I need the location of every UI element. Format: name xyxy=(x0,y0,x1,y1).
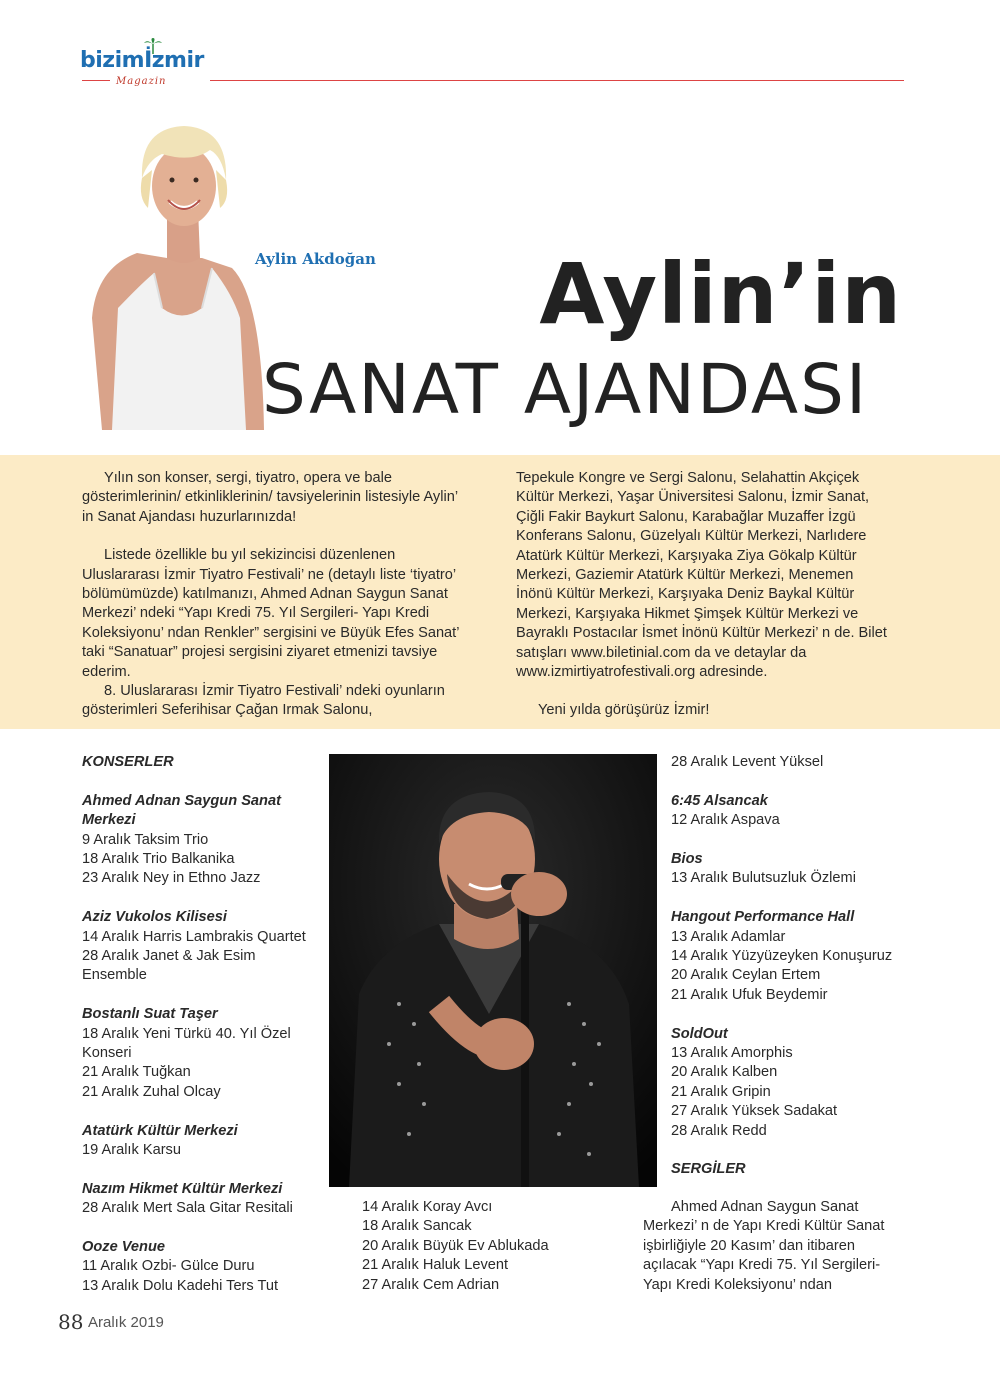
header-rule-left xyxy=(82,80,110,81)
list-item: 23 Aralık Ney in Ethno Jazz xyxy=(82,870,261,887)
issue-date: Aralık 2019 xyxy=(88,1314,164,1331)
venue-heading: 6:45 Alsancak xyxy=(671,792,768,809)
page-title-line1: Aylin’in xyxy=(539,245,902,343)
list-item: 21 Aralık Haluk Levent xyxy=(362,1257,509,1274)
list-item: 28 Aralık Janet & Jak Esim Ensemble xyxy=(82,948,256,984)
header-rule xyxy=(210,80,904,81)
list-item: 13 Aralık Bulutsuzluk Özlemi xyxy=(671,870,856,887)
intro-paragraph: Listede özellikle bu yıl sekizincisi düzenlenen Uluslararası İzmir Tiyatro Festivali’ ne (detaylı liste ‘tiyatro’ bölümümüzde) katılmanızı, Ahmed Adnan Saygun Sanat Merkezi’ ndeki “Yapı Kredi 75. Yıl Sergileri- Yapı Kredi Koleksiyonu’ ndan Renkler” sergisini ve Büyük Efes Sanat’ taki “Sanatuar” projesi sergisini ziyaret etmenizi tavsiye ederim. xyxy=(82,547,459,680)
venue-heading: Ooze Venue xyxy=(82,1239,165,1256)
list-item: 18 Aralık Sancak xyxy=(362,1218,472,1235)
logo-word-izmir: İzmir xyxy=(144,48,204,73)
page-title-line2: SANAT AJANDASI xyxy=(262,350,869,430)
venue-heading: Bostanlı Suat Taşer xyxy=(82,1006,218,1023)
list-item: 14 Aralık Koray Avcı xyxy=(362,1199,493,1215)
venue-heading: Aziz Vukolos Kilisesi xyxy=(82,909,227,926)
concert-list-left xyxy=(82,753,322,1296)
list-item: 18 Aralık Yeni Türkü 40. Yıl Özel Konseri xyxy=(82,1025,291,1062)
venue-heading: Nazım Hikmet Kültür Merkezi xyxy=(82,1180,283,1197)
list-item: 21 Aralık Tuğkan xyxy=(82,1064,191,1081)
list-item: 27 Aralık Yüksek Sadakat xyxy=(671,1103,838,1120)
list-item: 28 Aralık Mert Sala Gitar Resitali xyxy=(82,1200,293,1217)
list-item: 13 Aralık Adamlar xyxy=(671,928,786,945)
venue-heading: Atatürk Kültür Merkezi xyxy=(82,1122,238,1139)
section-heading-exhibitions: SERGİLER xyxy=(671,1161,746,1178)
list-item: 20 Aralık Büyük Ev Ablukada xyxy=(362,1237,549,1254)
list-item: 13 Aralık Amorphis xyxy=(671,1045,793,1062)
list-item: 12 Aralık Aspava xyxy=(671,812,780,829)
logo-wordmark xyxy=(80,48,204,73)
list-item: 21 Aralık Gripin xyxy=(671,1083,771,1100)
list-item: 20 Aralık Ceylan Ertem xyxy=(671,967,821,984)
list-item: 18 Aralık Trio Balkanika xyxy=(82,851,235,868)
author-portrait xyxy=(82,108,272,430)
list-item: 21 Aralık Ufuk Beydemir xyxy=(671,986,828,1003)
venue-heading: SoldOut xyxy=(671,1025,728,1042)
intro-paragraph: 8. Uluslararası İzmir Tiyatro Festivali’ ndeki oyunların gösterimleri Seferihisar Çağan Irmak Salonu, xyxy=(82,683,445,719)
list-item: 9 Aralık Taksim Trio xyxy=(82,831,209,848)
author-portrait-illustration xyxy=(82,108,272,430)
intro-column-left xyxy=(82,469,460,721)
logo-word-bizim: bizim xyxy=(80,48,145,73)
list-item: 14 Aralık Yüzyüzeyken Konuşuruz xyxy=(671,948,893,965)
list-item: 27 Aralık Cem Adrian xyxy=(362,1276,500,1293)
list-item: 20 Aralık Kalben xyxy=(671,1064,778,1081)
venue-heading: Bios xyxy=(671,851,703,867)
concert-list-right xyxy=(671,753,911,1180)
intro-paragraph: Yılın son konser, sergi, tiyatro, opera ve bale gösterimlerinin/ etkinliklerinin/ tavsiyelerinin listesiyle Aylin’ in Sanat Ajandası huzurlarınızda! xyxy=(82,470,458,525)
concert-photo xyxy=(329,754,657,1187)
singer-photo-illustration xyxy=(329,754,657,1187)
intro-closing: Yeni yılda görüşürüz İzmir! xyxy=(538,702,710,719)
venue-heading: Ahmed Adnan Saygun Sanat Merkezi xyxy=(82,792,281,829)
section-heading-concerts: KONSERLER xyxy=(82,754,174,770)
page-number: 88 xyxy=(58,1310,84,1334)
list-item: 13 Aralık Dolu Kadehi Ters Tut xyxy=(82,1277,279,1294)
intro-panel xyxy=(0,455,1000,729)
list-item: 28 Aralık Redd xyxy=(671,1122,767,1139)
list-item: 11 Aralık Ozbi- Gülce Duru xyxy=(82,1258,255,1275)
logo-subtitle: Magazin xyxy=(116,76,167,87)
concert-list-middle xyxy=(362,1198,622,1295)
list-item: 14 Aralık Harris Lambrakis Quartet xyxy=(82,928,306,945)
venue-heading: Hangout Performance Hall xyxy=(671,909,855,926)
list-item: 21 Aralık Zuhal Olcay xyxy=(82,1083,221,1100)
magazine-logo xyxy=(80,48,220,94)
author-name: Aylin Akdoğan xyxy=(255,250,376,268)
list-item: 19 Aralık Karsu xyxy=(82,1142,181,1159)
intro-column-right xyxy=(516,469,888,721)
list-item: 28 Aralık Levent Yüksel xyxy=(671,754,824,770)
intro-paragraph: Tepekule Kongre ve Sergi Salonu, Selahattin Akçiçek Kültür Merkezi, Yaşar Üniversitesi Salonu, İzmir Sanat, Çiğli Fakir Baykurt Salonu, Karabağlar Muzaffer İzgü Konferans Salonu, Güzelyalı Kültür Merkezi, Narlıdere Atatürk Kültür Merkezi, Karşıyaka Ziya Gökalp Kültür Merkezi, Gaziemir Atatürk Kültür Merkezi, Menemen İnönü Kültür Merkezi, Karşıyaka Deniz Baykal Kültür Merkezi, Karşıyaka Hikmet Şimşek Kültür Merkezi ve Bayraklı Postacılar İsmet İnönü Kültür Merkezi’ n de. Bilet satışları www.biletinial.com da ve detaylar da www.izmirtiyatrofestivali.org adresinde. xyxy=(516,470,887,681)
exhibition-text: Ahmed Adnan Saygun Sanat Merkezi’ n de Yapı Kredi Kültür Sanat işbirliğiyle 20 Kasım’ dan itibaren açılacak “Yapı Kredi 75. Yıl Sergileri- Yapı Kredi Koleksiyonu’ ndan xyxy=(643,1199,885,1293)
palm-tree-icon xyxy=(144,38,162,54)
